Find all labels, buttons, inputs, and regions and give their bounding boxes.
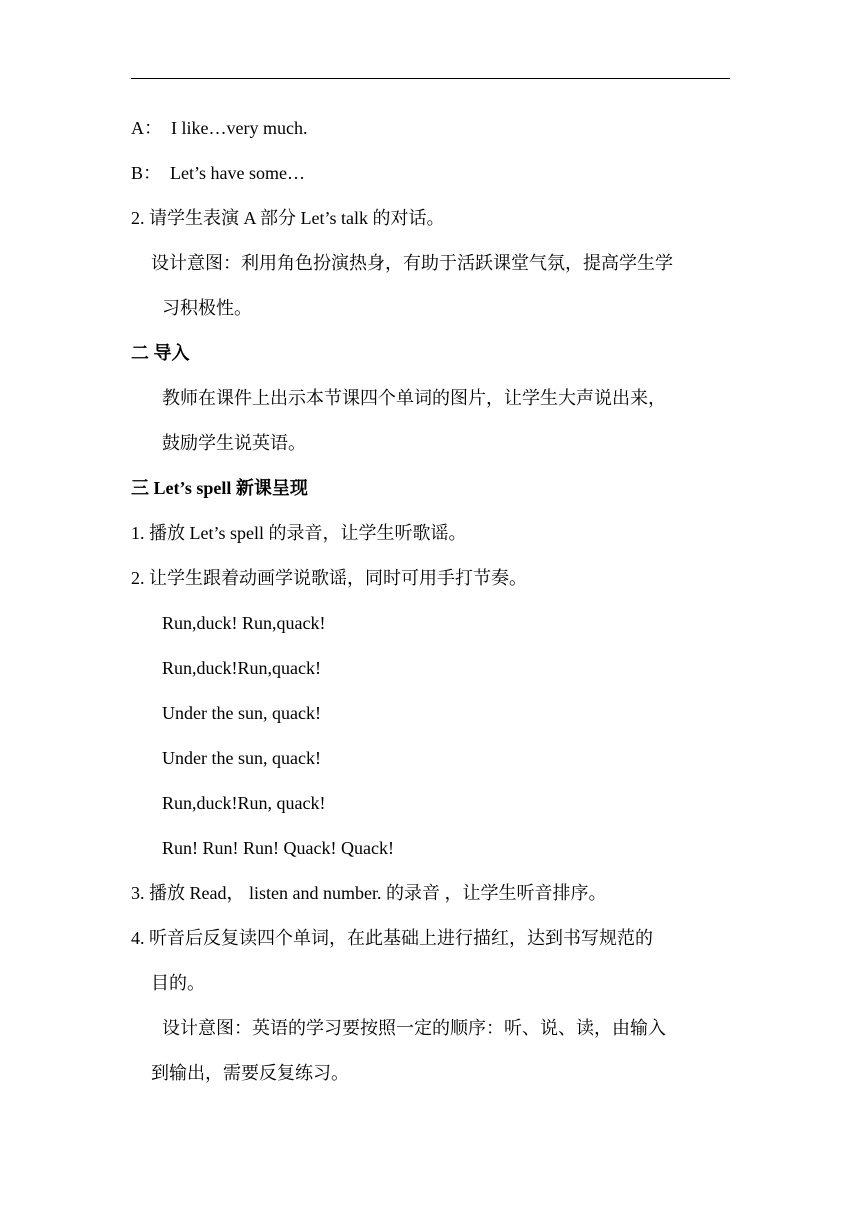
design-intent-1 xyxy=(151,251,730,275)
section-heading-2: 二 导入 xyxy=(131,343,190,363)
chant-line-1: Run,duck! Run,quack! xyxy=(162,613,326,633)
design-intent-2-cont: 到输出，需要反复练习。 xyxy=(151,1063,349,1083)
intro-paragraph-line-1: 教师在课件上出示本节课四个单词的图片，让学生大声说出来， xyxy=(162,388,666,408)
step-4-repeat-read-cont: 目的。 xyxy=(151,973,205,993)
step-4-repeat-read-text: 4. 听音后反复读四个单词，在此基础上进行描红，达到书写规范的 xyxy=(131,928,653,948)
step-1-play-recording: 1. 播放 Let’s spell 的录音，让学生听歌谣。 xyxy=(131,523,467,543)
chant-line-4: Under the sun, quack! xyxy=(162,748,321,768)
step-2-warmup: 2. 请学生表演 A 部分 Let’s talk 的对话。 xyxy=(131,208,445,228)
chant-line-3: Under the sun, quack! xyxy=(162,703,321,723)
step-3-listen-number: 3. 播放 Read， listen and number. 的录音 ，让学生听音排序。 xyxy=(131,883,607,903)
chant-line-6: Run! Run! Run! Quack! Quack! xyxy=(162,838,394,858)
step-2-chant: 2. 让学生跟着动画学说歌谣，同时可用手打节奏。 xyxy=(131,568,527,588)
step-4-repeat-read xyxy=(131,926,730,950)
design-intent-2: 设计意图：英语的学习要按照一定的顺序：听、说、读，由输入 xyxy=(162,1018,666,1038)
header-rule xyxy=(131,78,730,79)
design-intent-1-cont: 习积极性。 xyxy=(162,298,252,318)
chant-line-5: Run,duck!Run, quack! xyxy=(162,793,326,813)
dialogue-line-a: A： I like…very much. xyxy=(131,118,308,138)
chant-line-2: Run,duck!Run,quack! xyxy=(162,658,321,678)
section-heading-3: 三 Let’s spell 新课呈现 xyxy=(131,478,308,498)
intro-paragraph-line-2: 鼓励学生说英语。 xyxy=(162,433,306,453)
dialogue-line-b: B： Let’s have some… xyxy=(131,163,305,183)
design-intent-1-text: 设计意图：利用角色扮演热身，有助于活跃课堂气氛，提高学生学 xyxy=(151,253,673,273)
